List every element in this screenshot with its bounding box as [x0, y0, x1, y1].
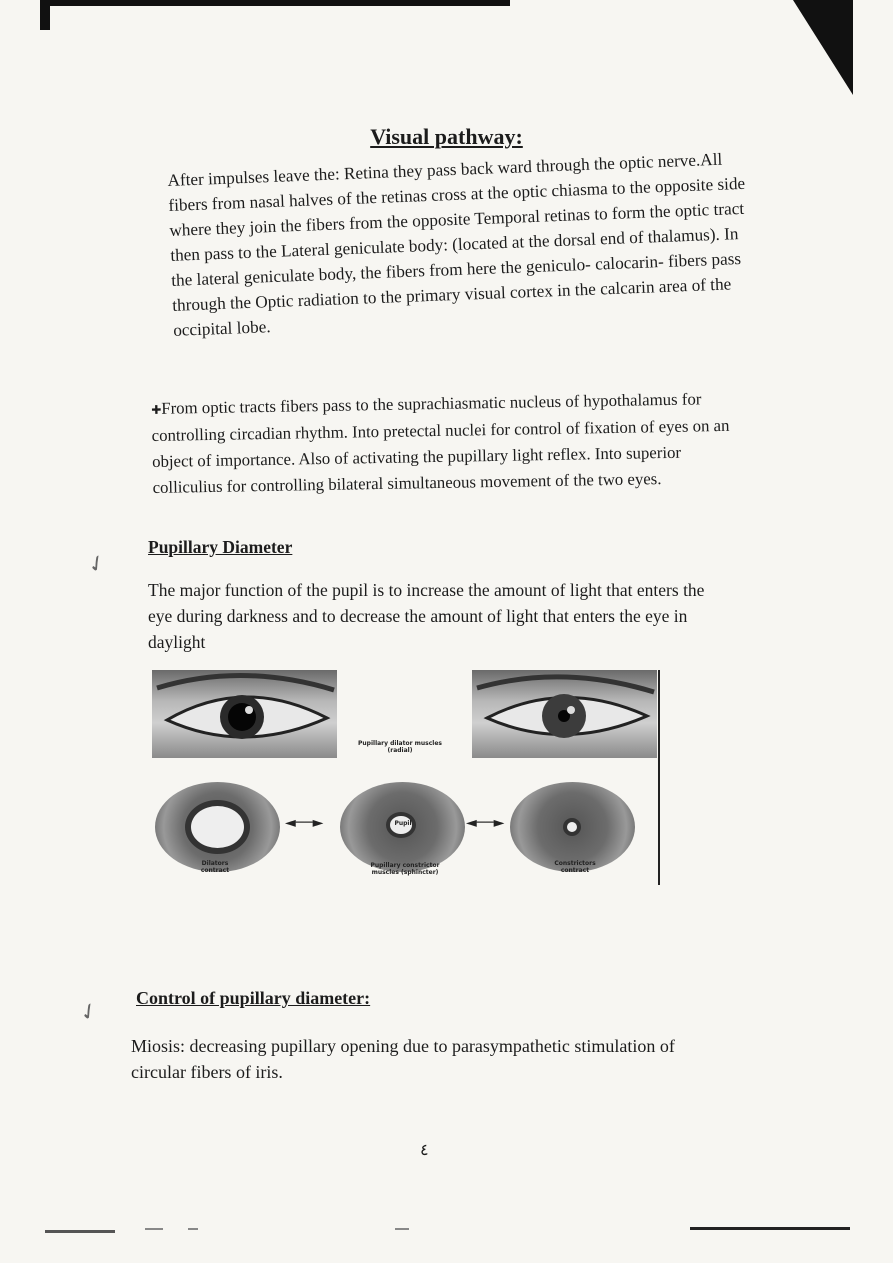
scan-edge-left [40, 0, 50, 30]
miosis-paragraph: Miosis: decreasing pupillary opening due to parasympathetic stimulation of circular fibers of iris. [131, 1036, 675, 1082]
iris-constricted [510, 782, 635, 872]
label-constrictor-muscles: Pupillary constrictor muscles (sphincter) [370, 862, 440, 876]
page-number: ٤ [420, 1142, 429, 1159]
scan-corner-shadow [793, 0, 853, 95]
eye-photo-dilated [152, 670, 337, 758]
pupil-function-paragraph: The major function of the pupil is to increase the amount of light that enters the eye during darkness and to decrease the amount of light that enters the eye in daylight [148, 580, 705, 652]
scan-mark [395, 1228, 409, 1230]
optic-tract-paragraph [151, 386, 738, 501]
iris-normal [340, 782, 465, 872]
pupil-figure [150, 670, 670, 890]
scan-edge-top [40, 0, 510, 6]
scan-edge-bottom-right [690, 1227, 850, 1230]
scan-edge-bottom-left [45, 1230, 115, 1233]
control-pupillary-heading: Control of pupillary diameter: [136, 988, 371, 1008]
visual-pathway-paragraph: After impulses leave the: Retina they pass back ward through the optic nerve.All fibers from nasal halves of the retinas cross at the optic chiasma to the opposite side where they join the fibers from the opposite Temporal retinas to form the optic tract then pass to the Lateral geniculate body: (located at the dorsal end of thalamus). In the lateral geniculate body, the fibers from here the geniculo- calocarin- fibers pass through the Optic radiation to the primary visual cortex in the calcarin area of the occipital lobe. [167, 149, 746, 340]
checkmark-icon: ✓ [74, 997, 104, 1028]
eye-photo-constricted [472, 670, 657, 758]
bullet-icon: ✚ [151, 402, 162, 417]
pupil-large [185, 800, 250, 854]
label-dilator-muscles: Pupillary dilator muscles (radial) [358, 740, 442, 754]
label-dilators-contract: Dilators contract [200, 860, 230, 874]
pupillary-diameter-heading: Pupillary Diameter [148, 537, 293, 557]
label-constrictors-contract: Constrictors contract [554, 860, 596, 874]
checkmark-icon: ✓ [82, 549, 112, 580]
pupil-small [563, 818, 581, 836]
arrow-left-pair: ◄──► [285, 815, 324, 831]
page-title: Visual pathway: [370, 124, 523, 149]
scan-mark [188, 1228, 198, 1230]
figure-border [658, 670, 660, 885]
label-pupil: Pupil [394, 820, 412, 827]
scan-mark [145, 1228, 163, 1230]
arrow-right-pair: ◄──► [466, 815, 505, 831]
iris-dilated [155, 782, 280, 872]
optic-tract-text: From optic tracts fibers pass to the suprachiasmatic nucleus of hypothalamus for controlling circadian rhythm. Into pretectal nuclei for control of fixation of eyes on an object of importance. Also of activating the pupillary light reflex. Into superior colliculius for controlling bilateral simultaneous movement of the two eyes. [151, 389, 730, 497]
